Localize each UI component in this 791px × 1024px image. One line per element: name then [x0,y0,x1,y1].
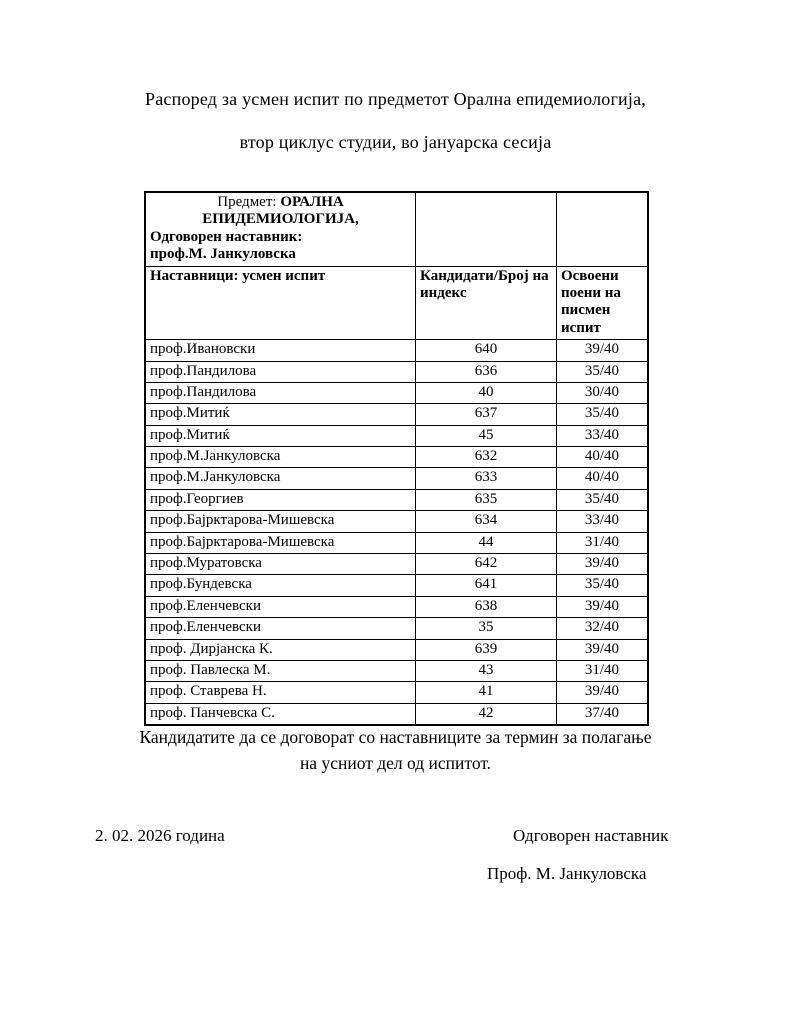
teacher-cell: проф.М.Јанкуловска [145,447,416,468]
table-row [145,554,648,575]
note-line-1: Кандидатите да се договорат со наставниците за термин за полагање [139,727,652,747]
table-row [145,468,648,489]
teacher-cell: проф. Павлеска М. [145,660,416,681]
index-number-cell: 636 [416,361,557,382]
score-cell: 39/40 [556,554,648,575]
index-number-cell: 44 [416,532,557,553]
index-number-cell: 640 [416,340,557,361]
table-row [145,489,648,510]
score-cell: 39/40 [556,639,648,660]
score-cell: 33/40 [556,511,648,532]
teacher-cell: проф. Ставрева Н. [145,682,416,703]
table-row [145,618,648,639]
signature-name: Проф. М. Јанкуловска [487,864,647,883]
empty-cell [556,192,648,266]
index-number-cell: 639 [416,639,557,660]
score-cell: 35/40 [556,575,648,596]
teacher-cell: проф.М.Јанкуловска [145,468,416,489]
table-row [145,404,648,425]
index-number-cell: 633 [416,468,557,489]
table-row [145,425,648,446]
index-number-cell: 637 [416,404,557,425]
table-row [145,660,648,681]
score-cell: 39/40 [556,596,648,617]
teacher-cell: проф.Бундевска [145,575,416,596]
empty-cell [416,192,557,266]
table-row [145,382,648,403]
index-number-cell: 43 [416,660,557,681]
teacher-cell: проф.Бајрктарова-Мишевска [145,511,416,532]
signature-title: Одговорен наставник [513,826,669,845]
score-cell: 33/40 [556,425,648,446]
score-cell: 35/40 [556,404,648,425]
teacher-cell: проф.Митиќ [145,404,416,425]
score-cell: 35/40 [556,361,648,382]
score-cell: 40/40 [556,447,648,468]
score-cell: 30/40 [556,382,648,403]
subject-value: ОРАЛНА ЕПИДЕМИОЛОГИЈА, [202,194,359,228]
teacher-cell: проф.Еленчевски [145,618,416,639]
table-body [145,340,648,726]
table-row [145,340,648,361]
column-header-teachers: Наставници: усмен испит [145,266,416,340]
table-row [145,703,648,725]
table-row [145,682,648,703]
index-number-cell: 632 [416,447,557,468]
index-number-cell: 42 [416,703,557,725]
responsible-value: проф.М. Јанкуловска [150,246,296,263]
table-row [145,639,648,660]
teacher-cell: проф.Ивановски [145,340,416,361]
index-number-cell: 40 [416,382,557,403]
subject-label: Предмет: [217,194,277,210]
note-line-2: на усниот дел од испитот. [299,753,492,773]
teacher-cell: проф.Пандилова [145,361,416,382]
score-cell: 31/40 [556,660,648,681]
exam-schedule-table [144,191,649,726]
subject-info-row [145,192,648,266]
teacher-cell: проф. Панчевска С. [145,703,416,725]
index-number-cell: 45 [416,425,557,446]
teacher-cell: проф.Еленчевски [145,596,416,617]
teacher-cell: проф.Георгиев [145,489,416,510]
index-number-cell: 642 [416,554,557,575]
table-row [145,361,648,382]
score-cell: 40/40 [556,468,648,489]
score-cell: 32/40 [556,618,648,639]
index-number-cell: 635 [416,489,557,510]
index-number-cell: 35 [416,618,557,639]
score-cell: 31/40 [556,532,648,553]
teacher-cell: проф. Дирјанска К. [145,639,416,660]
index-number-cell: 641 [416,575,557,596]
header-row [145,266,648,340]
document-title-line-1: Распоред за усмен испит по предметот Орална епидемиологија, [145,89,646,109]
teacher-cell: проф.Митиќ [145,425,416,446]
column-header-candidates: Кандидати/Број на индекс [416,266,557,340]
score-cell: 37/40 [556,703,648,725]
document-title-line-2: втор циклус студии, во јануарска сесија [239,132,552,152]
subject-line [150,194,411,229]
table-row [145,511,648,532]
score-cell: 39/40 [556,682,648,703]
score-cell: 39/40 [556,340,648,361]
subject-info-cell [145,192,416,266]
index-number-cell: 634 [416,511,557,532]
teacher-cell: проф.Муратовска [145,554,416,575]
responsible-label: Одговорен наставник: [150,228,303,245]
teacher-cell: проф.Бајрктарова-Мишевска [145,532,416,553]
document-date: 2. 02. 2026 година [95,826,225,845]
table-row [145,596,648,617]
table-row [145,447,648,468]
column-header-points: Освоени поени на писмен испит [556,266,648,340]
teacher-cell: проф.Пандилова [145,382,416,403]
index-number-cell: 41 [416,682,557,703]
index-number-cell: 638 [416,596,557,617]
score-cell: 35/40 [556,489,648,510]
table-row [145,532,648,553]
table-row [145,575,648,596]
